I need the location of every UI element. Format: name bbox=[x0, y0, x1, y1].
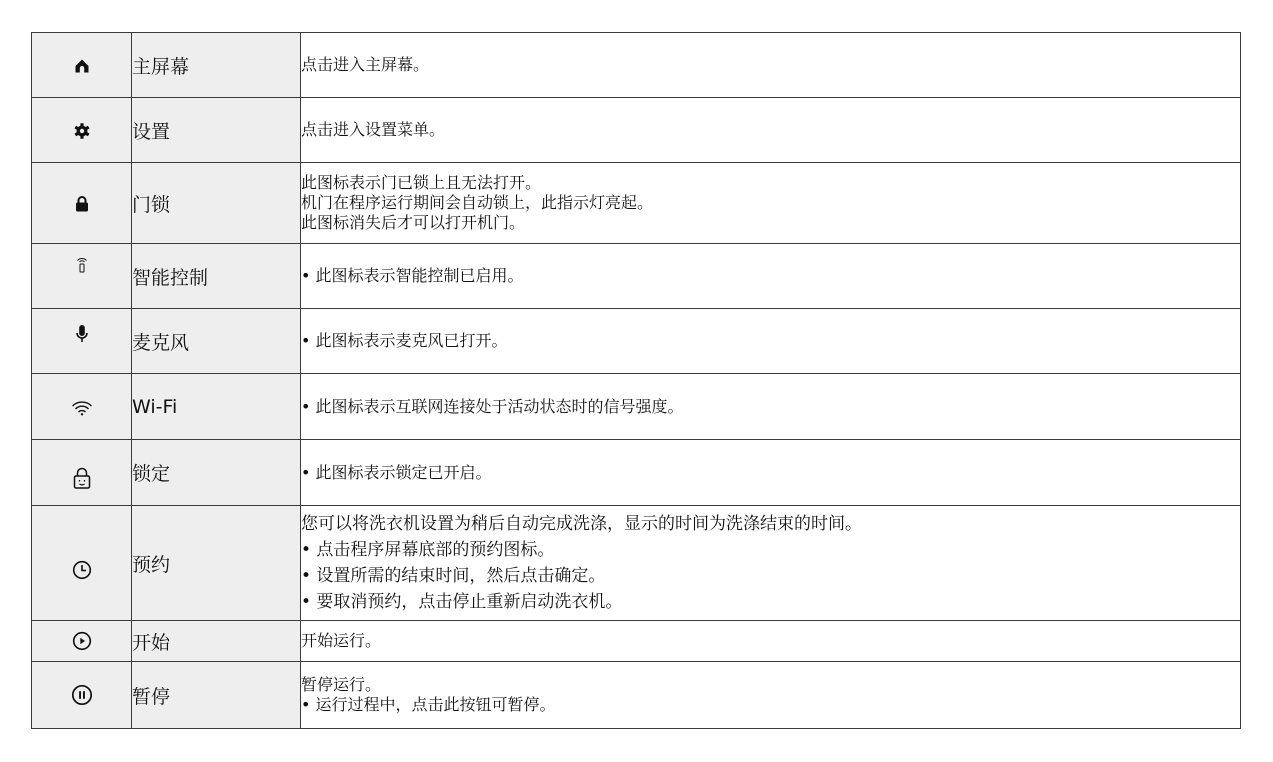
row-label: 麦克风 bbox=[132, 331, 190, 354]
table-row bbox=[32, 244, 1241, 309]
smart-control-icon bbox=[75, 256, 89, 274]
play-icon bbox=[72, 631, 92, 651]
table-row bbox=[32, 440, 1241, 506]
icon-reference-table bbox=[31, 32, 1241, 729]
desc-cell bbox=[301, 309, 1241, 374]
table-row bbox=[32, 33, 1241, 98]
lock-icon bbox=[74, 195, 90, 213]
table-row bbox=[32, 506, 1241, 621]
table-row bbox=[32, 374, 1241, 440]
label-cell bbox=[132, 506, 301, 621]
label-cell bbox=[132, 163, 301, 244]
label-cell bbox=[132, 309, 301, 374]
table-row bbox=[32, 662, 1241, 729]
label-cell bbox=[132, 662, 301, 729]
label-cell bbox=[132, 33, 301, 98]
row-label: 锁定 bbox=[132, 463, 171, 485]
icon-cell bbox=[32, 244, 132, 309]
table-row bbox=[32, 309, 1241, 374]
row-label: 设置 bbox=[132, 120, 171, 143]
icon-cell bbox=[32, 374, 132, 440]
label-cell bbox=[132, 244, 301, 309]
desc-line: • 此图标表示智能控制已启用。 bbox=[301, 266, 524, 285]
icon-cell bbox=[32, 98, 132, 163]
icon-cell bbox=[32, 33, 132, 98]
desc-line: 机门在程序运行期间会自动锁上，此指示灯亮起。 bbox=[301, 193, 654, 212]
desc-line: 此图标表示门已锁上且无法打开。 bbox=[301, 173, 542, 192]
row-label: 开始 bbox=[132, 631, 171, 654]
desc-line: 点击进入主屏幕。 bbox=[301, 55, 430, 74]
row-label: 主屏幕 bbox=[132, 55, 190, 78]
table-row bbox=[32, 163, 1241, 244]
row-label: 预约 bbox=[132, 553, 171, 576]
gear-icon bbox=[73, 122, 91, 140]
desc-cell bbox=[301, 374, 1241, 440]
desc-cell bbox=[301, 440, 1241, 506]
row-label: 门锁 bbox=[132, 193, 171, 216]
row-label: 智能控制 bbox=[132, 266, 209, 289]
microphone-icon bbox=[75, 324, 89, 344]
label-cell bbox=[132, 621, 301, 662]
icon-cell bbox=[32, 440, 132, 506]
icon-cell bbox=[32, 506, 132, 621]
desc-line: • 要取消预约，点击停止重新启动洗衣机。 bbox=[301, 592, 623, 612]
desc-line: 暂停运行。 bbox=[301, 675, 382, 694]
label-cell bbox=[132, 440, 301, 506]
desc-line: • 运行过程中，点击此按钮可暂停。 bbox=[301, 695, 556, 714]
icon-cell bbox=[32, 662, 132, 729]
icon-cell bbox=[32, 621, 132, 662]
desc-line: • 此图标表示麦克风已打开。 bbox=[301, 331, 508, 350]
desc-cell bbox=[301, 506, 1241, 621]
desc-cell bbox=[301, 244, 1241, 309]
row-label: 暂停 bbox=[132, 685, 171, 708]
desc-line: 您可以将洗衣机设置为稍后自动完成洗涤，显示的时间为洗涤结束的时间。 bbox=[301, 514, 862, 534]
desc-cell bbox=[301, 33, 1241, 98]
desc-line: • 此图标表示互联网连接处于活动状态时的信号强度。 bbox=[301, 396, 684, 416]
table-row bbox=[32, 98, 1241, 163]
desc-line: 开始运行。 bbox=[301, 631, 382, 650]
desc-line: • 设置所需的结束时间，然后点击确定。 bbox=[301, 566, 606, 586]
clock-icon bbox=[72, 560, 92, 580]
desc-line: 此图标消失后才可以打开机门。 bbox=[301, 213, 526, 232]
desc-cell bbox=[301, 98, 1241, 163]
home-icon bbox=[74, 58, 90, 74]
desc-cell bbox=[301, 163, 1241, 244]
desc-line: • 点击程序屏幕底部的预约图标。 bbox=[301, 540, 555, 560]
pause-icon bbox=[71, 684, 93, 706]
desc-cell bbox=[301, 662, 1241, 729]
wifi-icon bbox=[71, 400, 93, 416]
label-cell bbox=[132, 374, 301, 440]
row-label: Wi-Fi bbox=[132, 395, 178, 418]
icon-cell bbox=[32, 309, 132, 374]
desc-line: • 此图标表示锁定已开启。 bbox=[301, 462, 492, 482]
desc-cell bbox=[301, 621, 1241, 662]
table-row bbox=[32, 621, 1241, 662]
label-cell bbox=[132, 98, 301, 163]
desc-line: 点击进入设置菜单。 bbox=[301, 120, 446, 139]
icon-cell bbox=[32, 163, 132, 244]
child-lock-icon bbox=[72, 466, 92, 490]
